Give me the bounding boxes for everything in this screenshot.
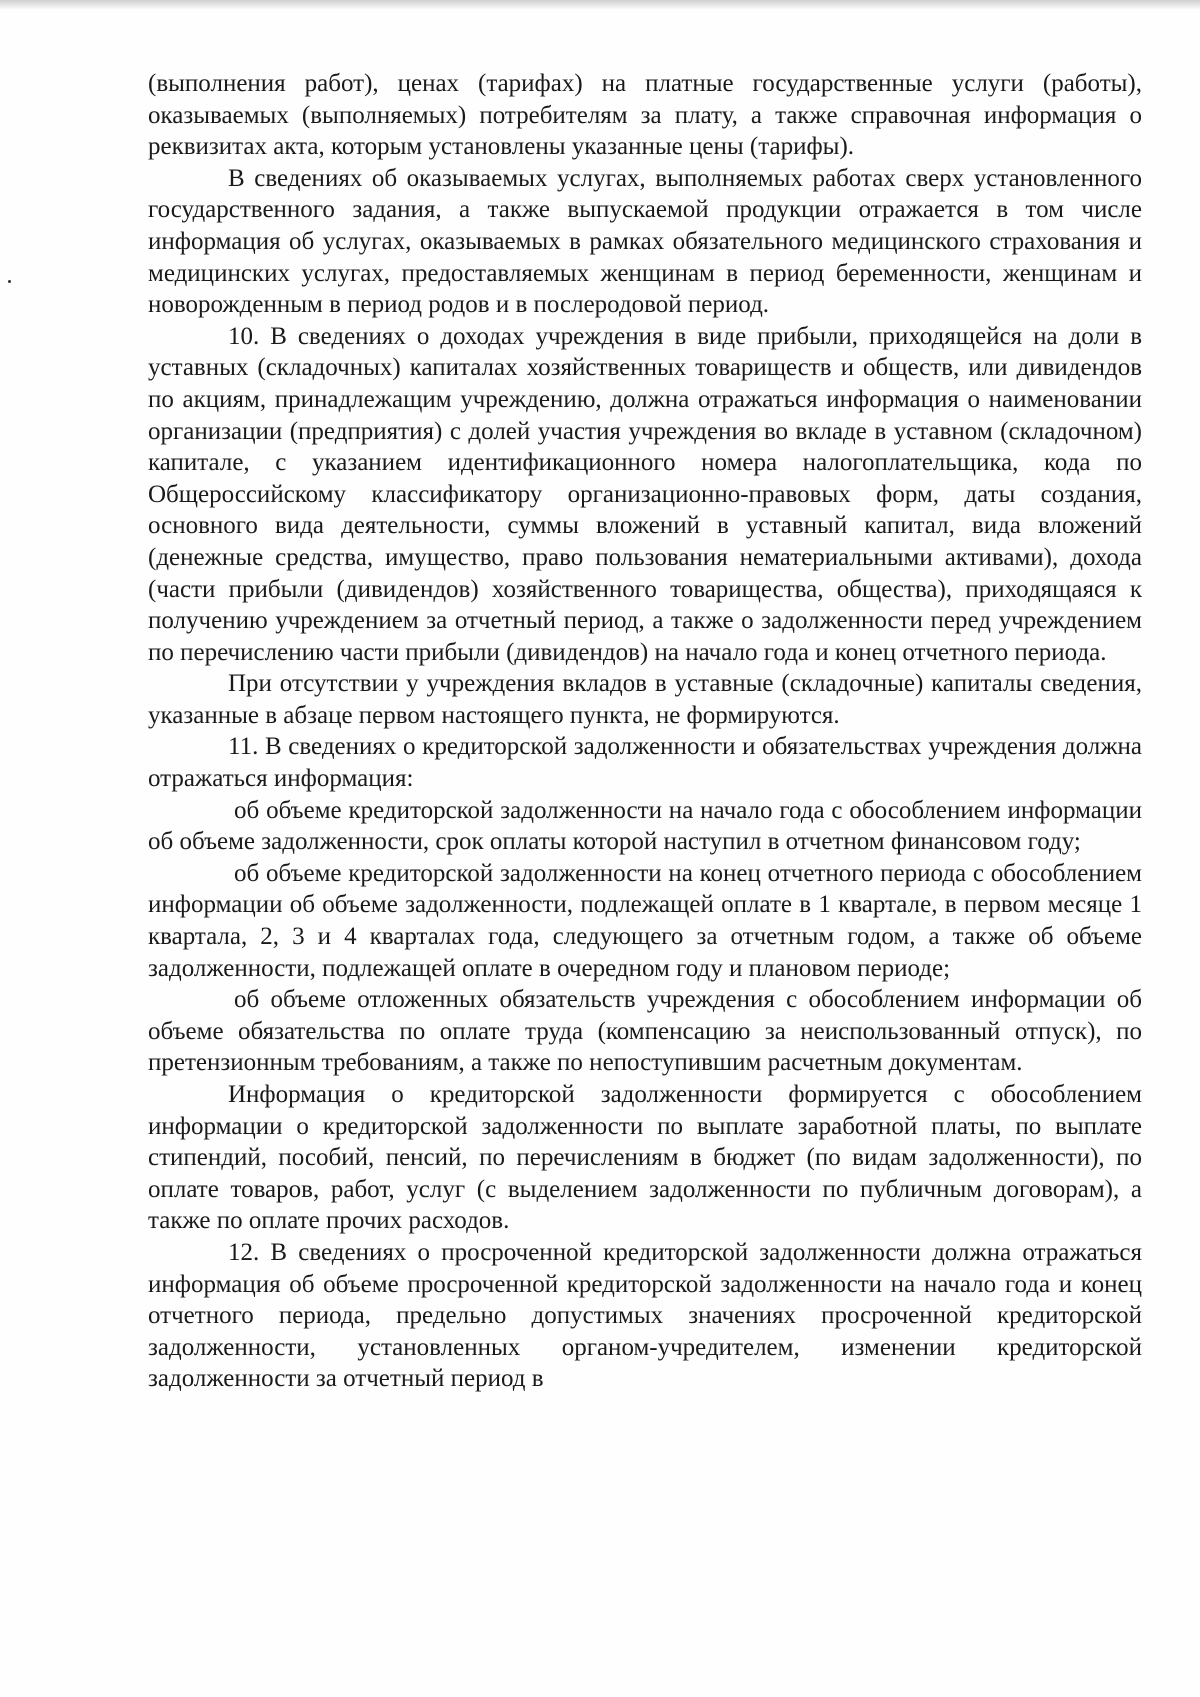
paragraph-item-12: 12. В сведениях о просроченной кредиторской задолженности должна отражаться информация об объеме просроченной кредиторской задолженности на начало года и конец отчетного периода, предельно допустимых значениях просроченной кредиторской задолженности, установленных органом-учредителем, изменении кредиторской задолженности за отчетный период в (148, 1238, 1142, 1393)
list-item-start-of-year: об объеме кредиторской задолженности на начало года с обособлением информации об объеме задолженности, срок оплаты которой наступил в отчетном финансовом году; (148, 796, 1142, 856)
list-item-end-of-period: об объеме кредиторской задолженности на конец отчетного периода с обособлением информации об объеме задолженности, подлежащей оплате в 1 квартале, в первом месяце 1 квартала, 2, 3 и 4 кварталах года, следующего за отчетным годом, а также об объеме задолженности, подлежащей оплате в очередном году и плановом периоде; (148, 859, 1142, 982)
scan-speck (8, 280, 11, 283)
paragraph-continuation: (выполнения работ), ценах (тарифах) на платные государственные услуги (работы), оказываемых (выполняемых) потребителям за плату, а также справочная информация о реквизитах акта, которым установлены указанные цены (тарифы). (148, 70, 1142, 161)
scan-top-edge (0, 0, 1200, 10)
paragraph-no-contributions: При отсутствии у учреждения вкладов в уставные (складочные) капиталы сведения, указанные в абзаце первом настоящего пункта, не формируются. (148, 670, 1142, 729)
paragraph-item-10: 10. В сведениях о доходах учреждения в виде прибыли, приходящейся на доли в уставных (складочных) капиталах хозяйственных товариществ и обществ, или дивидендов по акциям, принадлежащим учреждению, должна отражаться информация о наименовании организации (предприятия) с долей участия учреждения во вкладе в уставном (складочном) капитале, с указанием идентификационного номера налогоплательщика, кода по Общероссийскому классификатору организационно-правовых форм, даты создания, основного вида деятельности, суммы вложений в уставный капитал, вида вложений (денежные средства, имущество, право пользования нематериальными активами), дохода (части прибыли (дивидендов) хозяйственного товарищества, общества), приходящаяся к получению учреждением за отчетный период, а также о задолженности перед учреждением по перечислению части прибыли (дивидендов) на начало года и конец отчетного периода. (148, 322, 1142, 666)
list-item-deferred-obligations: об объеме отложенных обязательств учреждения с обособлением информации об объеме обязательства по оплате труда (компенсацию за неиспользованный отпуск), по претензионным требованиям, а также по непоступившим расчетным документам. (148, 986, 1142, 1077)
paragraph-item-11: 11. В сведениях о кредиторской задолженности и обязательствах учреждения должна отражаться информация: (148, 733, 1142, 793)
document-body (148, 68, 1142, 1395)
paragraph-payables-info: Информация о кредиторской задолженности формируется с обособлением информации о кредиторской задолженности по выплате заработной платы, по выплате стипендий, пособий, пенсий, по перечислениям в бюджет (по видам задолженности), по оплате товаров, работ, услуг (с выделением задолженности по публичным договорам), а также по оплате прочих расходов. (148, 1081, 1142, 1235)
paragraph-services: В сведениях об оказываемых услугах, выполняемых работах сверх установленного государственного задания, а также выпускаемой продукции отражается в том числе информация об услугах, оказываемых в рамках обязательного медицинского страхования и медицинских услугах, предоставляемых женщинам в период беременности, женщинам и новорожденным в период родов и в послеродовой период. (148, 164, 1142, 319)
